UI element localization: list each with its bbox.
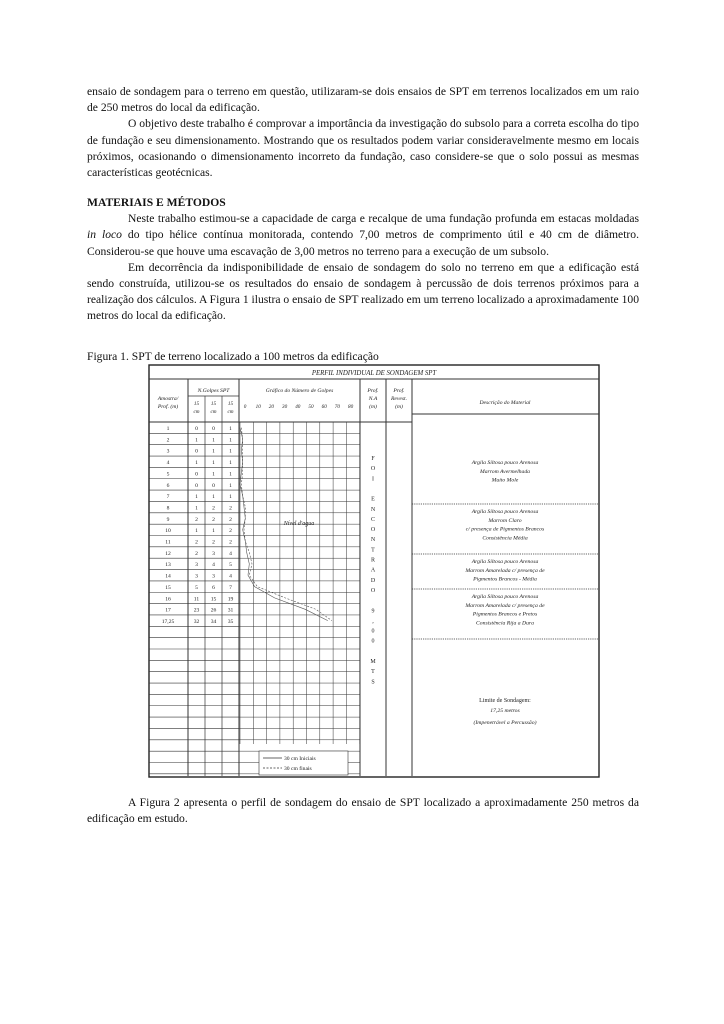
description-line: c/ presença de Pigmentos Brancos [465,526,545,533]
amostra-header-label: Amostra/ [157,396,179,402]
limit-value: 17,25 metros [490,708,520,714]
description-line: Marrom Claro [488,517,522,524]
grafico-header-label: Gráfico do Número de Golpes [265,388,334,394]
prof-value: 9 [166,516,170,523]
golpe-value-1: 3 [195,562,198,569]
methods-section [87,195,639,325]
golpe-value-3: 35 [227,618,234,625]
golpe-value-2: 1 [212,471,215,478]
legend-final-label: 30 cm finais [284,766,312,772]
na-letter: E [371,496,375,503]
golpe-value-3: 1 [229,494,232,501]
na-letter: I [372,476,374,483]
methods-paragraph-1 [87,211,639,260]
prof-value: 3 [166,448,170,455]
na-letter: O [370,587,376,594]
na-letter: N [370,506,376,513]
prof-value: 1 [166,426,170,432]
ngolpes-header-label: N.Golpes SPT [197,388,230,394]
section-heading: MATERIAIS E MÉTODOS [87,196,226,209]
golpe-value-1: 2 [195,516,198,523]
na-header-unit: (m) [369,404,377,410]
na-letter: S [371,679,375,686]
na-letter: M [370,659,376,665]
description-line: Argila Siltosa pouco Arenosa [471,594,539,600]
na-letter: N [370,537,376,544]
na-header-sub: N.A [368,396,378,402]
revest-header-unit: (m) [395,404,403,410]
golpe-value-1: 5 [195,584,198,591]
scale-tick-label: 60 [321,404,327,410]
golpe-value-3: 1 [229,460,232,467]
limit-note: (Impenetrável a Percussão) [473,720,537,726]
golpe-value-2: 6 [212,584,215,591]
sub-header-cm: cm [210,409,217,415]
prof-value: 5 [166,471,170,478]
golpe-value-1: 1 [195,494,198,501]
golpe-value-1: 23 [193,607,200,614]
figure-caption: Figura 1. SPT de terreno localizado a 100 metros da edificação [87,350,379,363]
golpe-value-1: 11 [193,596,200,603]
intro-paragraph-1: ensaio de sondagem para o terreno em questão, utilizaram-se dois ensaios de SPT em terrenos localizados em um raio de 250 metros do local da edificação. [87,85,639,115]
golpe-value-2: 15 [210,596,217,603]
prof-value: 16 [165,596,171,603]
description-line: Consistência Rija a Dura [476,620,534,627]
spt-figure [148,364,600,783]
description-line: Pigmentos Brancos - Média [473,576,537,583]
golpe-value-3: 31 [227,607,234,614]
sub-header-cm: cm [227,409,234,415]
prof-value: 4 [166,460,170,467]
golpe-value-3: 1 [229,448,232,455]
description-line: Marrom Avermelhada [479,468,531,475]
golpe-value-3: 1 [229,437,232,444]
na-letter: , [372,618,374,625]
sub-header-15: 15 [227,401,234,407]
intro-paragraph-2: O objetivo deste trabalho é comprovar a importância da investigação do subsolo para a correta escolha do tipo de fundação e seu dimensionamento. Mostrando que os resultados podem variar consideravelmente mesmo em locais próximos, ocasionando o dimensionamento incorreto da fundação, caso considere-se que o solo possui as mesmas características geotécnicas. [87,117,639,180]
golpe-value-1: 3 [195,573,198,580]
na-letter: A [370,567,376,574]
scale-tick-label: 10 [255,404,261,410]
legend-initial-label: 30 cm Iniciais [284,756,316,762]
descricao-header-label: Descrição do Material [479,400,531,406]
prof-value: 15 [165,584,171,591]
prof-value: 8 [166,505,170,512]
description-line: Muito Mole [491,477,519,484]
golpe-value-2: 26 [210,607,217,614]
intro-text [87,84,639,181]
sub-header-cm: cm [193,409,200,415]
golpe-value-3: 1 [229,482,232,489]
description-line: Argila Siltosa pouco Arenosa [471,559,539,565]
golpe-value-3: 19 [227,596,234,603]
golpe-value-2: 34 [210,618,217,625]
prof-value: 17,25 [161,618,175,625]
scale-tick-label: 40 [295,404,301,410]
methods-p1-part-b: do tipo hélice contínua monitorada, contendo 7,00 metros de comprimento útil e 40 cm de diâmetro. Considerou-se que houve uma escavação de 3,00 metros no terreno para a execução de um subsolo. [87,228,639,258]
description-line: Consistência Média [482,535,528,542]
golpe-value-2: 3 [212,550,215,557]
in-loco-italic: in loco [87,228,122,242]
golpe-value-1: 0 [195,448,198,455]
prof-value: 6 [166,482,170,489]
description-line: Marrom Amarelada c/ presença de [465,567,545,574]
na-letter: C [370,516,376,523]
na-letter: F [371,456,375,462]
golpe-value-3: 2 [229,505,232,512]
closing-text [87,795,639,827]
na-letter: T [371,669,375,676]
golpe-value-1: 1 [195,505,198,512]
golpe-value-1: 1 [195,460,198,467]
prof-value: 13 [165,562,171,569]
na-letter: D [370,577,376,584]
golpe-value-2: 1 [212,448,215,455]
golpe-value-1: 0 [195,426,198,432]
golpe-value-3: 5 [229,562,232,569]
prof-value: 17 [165,607,171,614]
golpe-value-2: 2 [212,516,215,523]
golpe-value-2: 4 [212,562,215,569]
golpe-value-3: 2 [229,516,232,523]
golpe-value-3: 1 [229,426,232,432]
golpe-value-3: 1 [229,471,232,478]
description-line: Argila Siltosa pouco Arenosa [471,509,539,515]
golpe-value-2: 2 [212,539,215,546]
golpe-value-2: 1 [212,437,215,444]
prof-value: 7 [166,494,170,501]
golpe-value-1: 1 [195,437,198,444]
golpe-value-1: 1 [195,528,198,535]
golpe-value-1: 32 [193,618,200,625]
revest-header-label: Prof. [393,388,405,394]
methods-paragraph-2: Em decorrência da indisponibilidade de ensaio de sondagem do solo no terreno em que a edificação está sendo construída, utilizou-se os resultados do ensaio de sondagem à percussão de dois terrenos próximos para a realização dos cálculos. A Figura 1 ilustra o ensaio de SPT realizado em um terreno localizado a aproximadamente 100 metros do local da edificação. [87,260,639,323]
golpe-value-3: 2 [229,528,232,535]
golpe-value-2: 1 [212,460,215,467]
golpe-value-3: 7 [229,584,232,591]
na-letter: O [370,527,376,534]
golpe-value-1: 2 [195,550,198,557]
methods-p1-part-a: Neste trabalho estimou-se a capacidade de carga e recalque de uma fundação profunda em estacas moldadas [128,212,639,226]
golpe-value-2: 3 [212,573,215,580]
na-letter: O [370,466,376,473]
prof-value: 10 [165,528,171,535]
prof-value: 12 [165,550,171,557]
golpe-value-2: 0 [212,426,215,432]
na-letter: 9 [371,608,375,615]
scale-tick-label: 20 [268,404,274,410]
na-letter: R [370,557,376,564]
na-letter: T [371,547,375,554]
scale-tick-label: 80 [348,404,354,410]
scale-tick-label: 30 [282,404,288,410]
limit-title: Limite de Sondagem: [479,698,531,704]
sub-header-15: 15 [193,401,200,407]
water-level-label: Nível d'agua [283,521,315,527]
sub-header-15: 15 [210,401,217,407]
description-line: Pigmentos Brancos e Pretos [472,611,538,618]
golpe-value-2: 0 [212,482,215,489]
golpe-value-1: 0 [195,471,198,478]
closing-paragraph: A Figura 2 apresenta o perfil de sondagem do ensaio de SPT localizado a aproximadamente 250 metros da edificação em estudo. [87,796,639,826]
figure-title: PERFIL INDIVIDUAL DE SONDAGEM SPT [311,370,437,377]
golpe-value-2: 2 [212,505,215,512]
revest-header-sub: Revest. [391,396,407,402]
amostra-unit-label: Prof. (m) [157,404,179,410]
golpe-value-1: 2 [195,539,198,546]
golpe-value-2: 1 [212,528,215,535]
golpe-value-2: 1 [212,494,215,501]
na-letter: 0 [371,628,375,635]
golpe-value-3: 4 [229,573,232,580]
description-line: Argila Siltosa pouco Arenosa [471,460,539,466]
prof-value: 11 [165,539,171,546]
golpe-value-1: 0 [195,482,198,489]
spt-log-drawing [148,364,600,778]
golpe-value-3: 4 [229,550,232,557]
scale-tick-label: 0 [243,404,247,410]
na-letter: 0 [371,638,375,645]
description-line: Marrom Amarelada c/ presença de [465,602,545,609]
prof-value: 14 [165,573,171,580]
na-header-label: Prof. [367,388,379,394]
scale-tick-label: 70 [334,404,340,410]
prof-value: 2 [166,437,170,444]
scale-tick-label: 50 [308,404,314,410]
golpe-value-3: 2 [229,539,232,546]
